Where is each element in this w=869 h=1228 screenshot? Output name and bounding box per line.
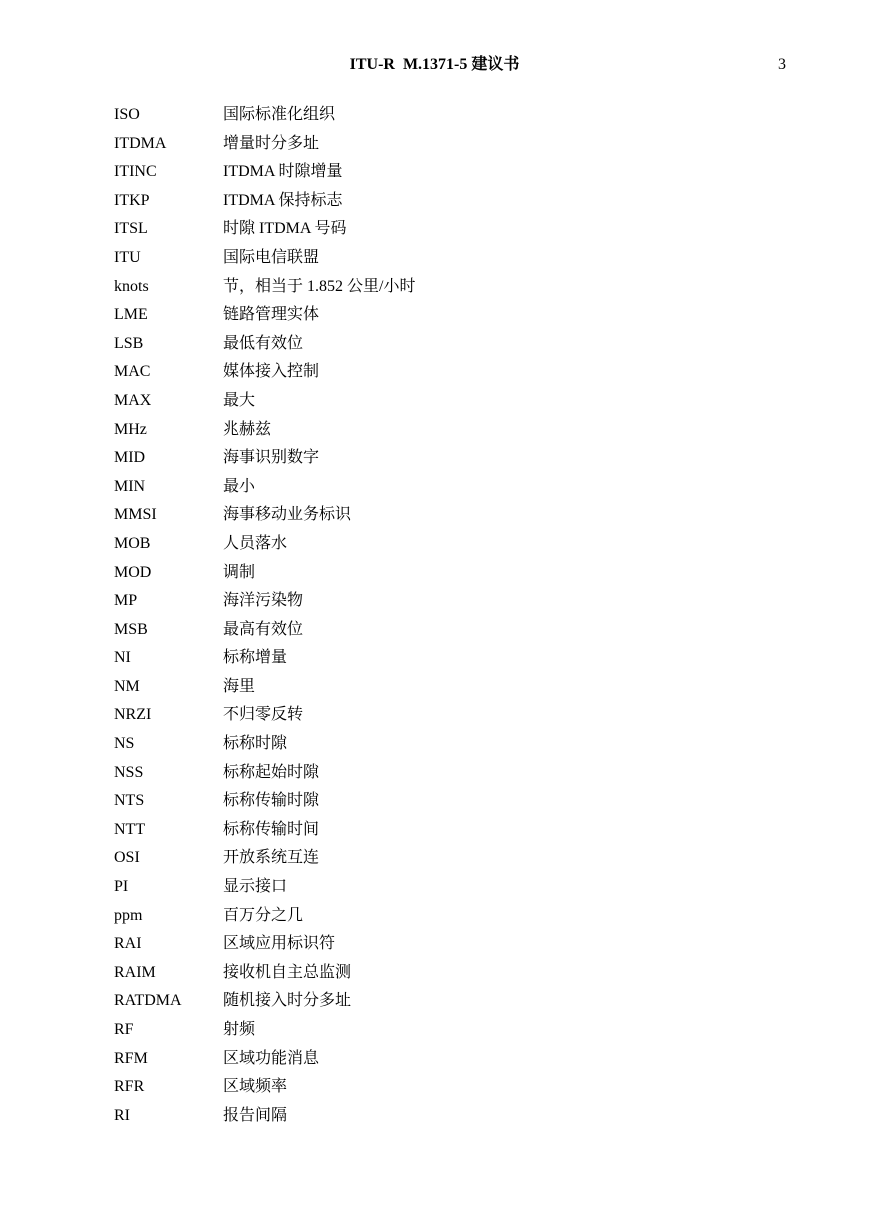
abbreviation-definition: 标称传输时间 <box>223 820 320 838</box>
abbreviation-term: ITKP <box>114 191 150 209</box>
abbreviation-definition: 海洋污染物 <box>223 592 304 610</box>
page-header <box>0 53 869 77</box>
abbreviation-row <box>114 530 814 559</box>
abbreviation-definition: 随机接入时分多址 <box>223 992 352 1010</box>
abbreviation-definition: 标称增量 <box>223 649 288 667</box>
document-title: ITU-R M.1371-5 建议书 <box>349 56 520 73</box>
abbreviation-row <box>114 816 814 845</box>
abbreviation-definition: 区域应用标识符 <box>223 935 336 953</box>
abbreviation-row <box>114 473 814 502</box>
abbreviation-term: PI <box>114 878 129 896</box>
abbreviation-definition: 最大 <box>223 391 256 409</box>
abbreviation-definition: 国际标准化组织 <box>223 106 336 123</box>
abbreviation-definition: 最低有效位 <box>223 334 304 352</box>
abbreviation-definition: 区域功能消息 <box>223 1049 320 1067</box>
page-number: 3 <box>778 56 786 73</box>
abbreviation-definition: 最小 <box>223 477 256 495</box>
abbreviation-definition: ITDMA 保持标志 <box>223 191 343 209</box>
abbreviation-term: NSS <box>114 763 144 781</box>
abbreviation-row <box>114 844 814 873</box>
abbreviation-term: RATDMA <box>114 992 182 1010</box>
abbreviation-definition: 节，相当于 1.852 公里/小时 <box>223 277 416 295</box>
abbreviation-term: NI <box>114 649 131 667</box>
abbreviation-row <box>114 1102 814 1131</box>
abbreviation-row <box>114 759 814 788</box>
abbreviation-term: NRZI <box>114 706 152 724</box>
abbreviation-row <box>114 673 814 702</box>
abbreviation-row <box>114 644 814 673</box>
abbreviation-row <box>114 987 814 1016</box>
abbreviation-row <box>114 101 814 130</box>
abbreviation-term: MOB <box>114 534 151 552</box>
abbreviation-term: MMSI <box>114 506 157 524</box>
abbreviation-definition: 标称传输时隙 <box>223 792 320 810</box>
abbreviation-term: MSB <box>114 620 148 638</box>
abbreviation-term: NS <box>114 735 135 753</box>
abbreviation-term: NTS <box>114 792 145 810</box>
abbreviation-term: RAI <box>114 935 142 953</box>
abbreviation-definition: ITDMA 时隙增量 <box>223 163 343 181</box>
abbreviation-definition: 海事移动业务标识 <box>223 506 352 524</box>
abbreviation-term: knots <box>114 277 149 295</box>
abbreviation-term: MAC <box>114 363 151 381</box>
abbreviation-definition: 最高有效位 <box>223 620 304 638</box>
abbreviation-definition: 开放系统互连 <box>223 849 320 867</box>
abbreviation-row <box>114 930 814 959</box>
abbreviation-row <box>114 701 814 730</box>
abbreviation-definition: 增量时分多址 <box>223 134 320 152</box>
abbreviation-row <box>114 130 814 159</box>
abbreviation-term: ITU <box>114 248 141 266</box>
abbreviation-definition: 百万分之几 <box>223 906 304 924</box>
abbreviation-definition: 媒体接入控制 <box>223 363 320 381</box>
abbreviation-definition: 射频 <box>223 1021 256 1038</box>
abbreviation-term: RAIM <box>114 963 156 981</box>
abbreviation-term: MOD <box>114 563 152 581</box>
abbreviation-row <box>114 1073 814 1102</box>
abbreviation-list <box>114 101 814 1130</box>
abbreviation-row <box>114 501 814 530</box>
abbreviation-term: RF <box>114 1021 134 1038</box>
abbreviation-definition: 接收机自主总监测 <box>223 963 352 981</box>
abbreviation-term: RI <box>114 1106 130 1124</box>
abbreviation-row <box>114 387 814 416</box>
abbreviation-definition: 显示接口 <box>223 878 288 896</box>
abbreviation-term: MHz <box>114 420 147 438</box>
abbreviation-row <box>114 559 814 588</box>
abbreviation-definition: 海里 <box>223 677 256 695</box>
abbreviation-definition: 兆赫兹 <box>223 420 272 438</box>
abbreviation-term: ISO <box>114 106 140 123</box>
abbreviation-row <box>114 616 814 645</box>
abbreviation-row <box>114 244 814 273</box>
abbreviation-row <box>114 1016 814 1045</box>
abbreviation-term: MID <box>114 449 146 467</box>
abbreviation-row <box>114 358 814 387</box>
abbreviation-row <box>114 902 814 931</box>
abbreviation-row <box>114 187 814 216</box>
abbreviation-row <box>114 873 814 902</box>
abbreviation-row <box>114 273 814 302</box>
abbreviation-row <box>114 959 814 988</box>
abbreviation-definition: 海事识别数字 <box>223 449 320 467</box>
abbreviation-term: LME <box>114 306 148 324</box>
abbreviation-definition: 报告间隔 <box>223 1106 288 1124</box>
abbreviation-definition: 标称时隙 <box>223 735 288 753</box>
abbreviation-term: ITSL <box>114 220 148 238</box>
abbreviation-row <box>114 1045 814 1074</box>
abbreviation-term: MIN <box>114 477 146 495</box>
abbreviation-term: OSI <box>114 849 140 867</box>
abbreviation-term: MP <box>114 592 138 610</box>
abbreviation-term: NM <box>114 677 140 695</box>
abbreviation-term: NTT <box>114 820 146 838</box>
abbreviation-definition: 不归零反转 <box>223 706 304 724</box>
abbreviation-row <box>114 444 814 473</box>
abbreviation-term: ITINC <box>114 163 157 181</box>
abbreviation-term: ppm <box>114 906 143 924</box>
abbreviation-row <box>114 215 814 244</box>
abbreviation-definition: 调制 <box>223 563 256 581</box>
abbreviation-term: LSB <box>114 334 144 352</box>
abbreviation-row <box>114 330 814 359</box>
abbreviation-term: ITDMA <box>114 134 167 152</box>
abbreviation-definition: 国际电信联盟 <box>223 248 320 266</box>
abbreviation-definition: 人员落水 <box>223 534 288 552</box>
abbreviation-term: MAX <box>114 391 152 409</box>
abbreviation-term: RFM <box>114 1049 148 1067</box>
abbreviation-definition: 标称起始时隙 <box>223 763 320 781</box>
abbreviation-row <box>114 158 814 187</box>
abbreviation-definition: 链路管理实体 <box>223 306 320 324</box>
abbreviation-term: RFR <box>114 1078 145 1096</box>
abbreviation-definition: 区域频率 <box>223 1078 288 1096</box>
abbreviation-row <box>114 301 814 330</box>
abbreviation-definition: 时隙 ITDMA 号码 <box>223 220 347 238</box>
abbreviation-row <box>114 787 814 816</box>
abbreviation-row <box>114 416 814 445</box>
abbreviation-row <box>114 587 814 616</box>
abbreviation-row <box>114 730 814 759</box>
